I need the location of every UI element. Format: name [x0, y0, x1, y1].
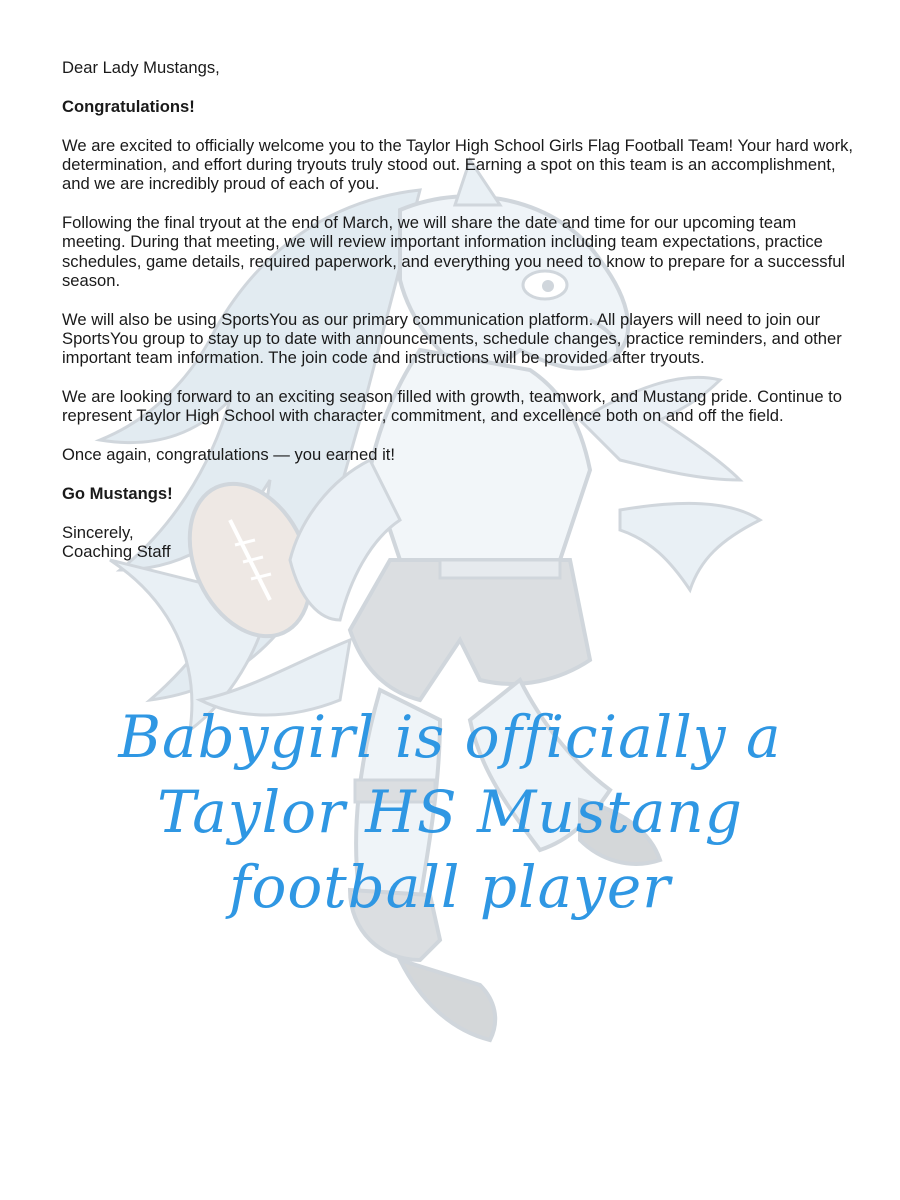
- overlay-line-2: Taylor HS Mustang: [157, 778, 743, 846]
- overlay-line-3: football player: [229, 853, 671, 921]
- paragraph-season: We are looking forward to an exciting season filled with growth, teamwork, and Mustang pride. Continue to represent Taylor High School with character, commitment, and excellence both on and off the field.: [62, 387, 843, 426]
- paragraph-meeting: Following the final tryout at the end of March, we will share the date and time for our upcoming team meeting. During that meeting, we will review important information including team expectations, practice schedules, game details, required paperwork, and everything you need to know to prepare for a successful season.: [62, 212, 846, 290]
- congrats-heading: Congratulations!: [62, 96, 195, 116]
- closing-go-mustangs: Go Mustangs!: [62, 483, 173, 503]
- paragraph-sportsyou: We will also be using SportsYou as our primary communication platform. All players will need to join our SportsYou group to stay up to date with announcements, schedule changes, practice reminders, and other important team information. The join code and instructions will be provided after tryouts.: [62, 309, 842, 368]
- signature: Coaching Staff: [62, 542, 171, 562]
- overlay-caption: [0, 700, 900, 925]
- overlay-line-1: Babygirl is officially a: [118, 703, 782, 771]
- signoff: Sincerely,: [62, 522, 134, 542]
- salutation: Dear Lady Mustangs,: [62, 58, 220, 77]
- paragraph-welcome: We are excited to officially welcome you to the Taylor High School Girls Flag Football Team! Your hard work, determination, and effort during tryouts truly stood out. Earning a spot on this team is an accomplishment, and we are incredibly proud of each of you.: [62, 135, 854, 194]
- paragraph-once-again: Once again, congratulations — you earned it!: [62, 445, 396, 465]
- letter-body: [62, 58, 862, 561]
